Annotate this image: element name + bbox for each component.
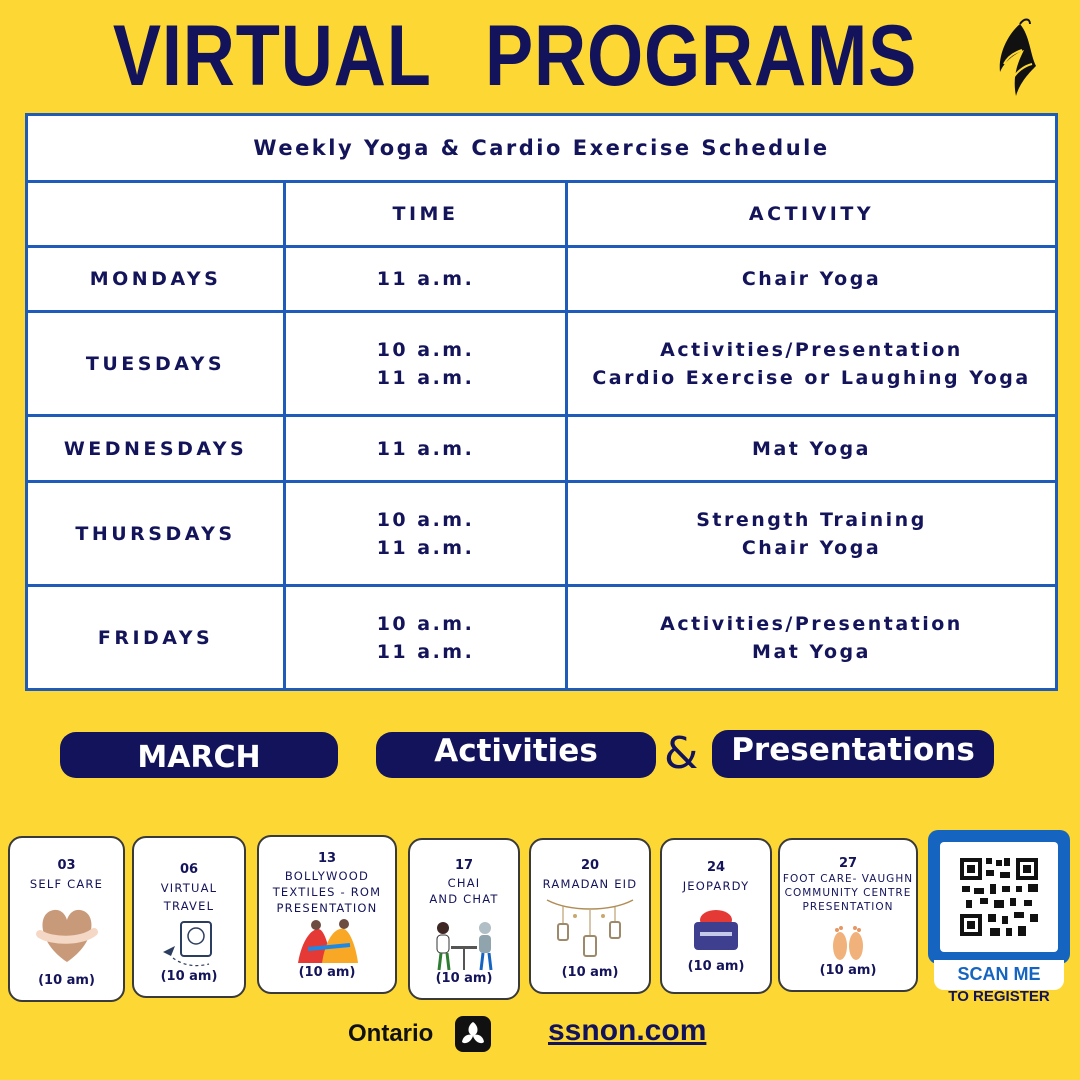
month-pill: MARCH <box>60 732 338 778</box>
event-title: PRESENTATION <box>276 901 378 915</box>
event-card[interactable] <box>8 836 125 1002</box>
header-day <box>27 182 285 247</box>
qr-code-icon[interactable] <box>940 842 1058 952</box>
people-chatting-icon <box>427 918 501 972</box>
qr-code-panel[interactable] <box>928 830 1070 964</box>
page-title: VIRTUAL PROGRAMS <box>112 8 918 104</box>
time-cell: 10 a.m. 11 a.m. <box>285 312 567 416</box>
event-title: SELF CARE <box>29 877 104 891</box>
event-title: CHAI <box>447 876 481 890</box>
table-row <box>27 586 1057 690</box>
event-time: (10 am) <box>561 965 619 980</box>
event-time: (10 am) <box>819 963 877 978</box>
event-title: RAMADAN EID <box>542 877 638 891</box>
header-time: TIME <box>285 182 567 247</box>
event-time: (10 am) <box>160 969 218 984</box>
activity-cell: Activities/Presentation Cardio Exercise or Laughing Yoga <box>567 312 1057 416</box>
schedule-caption: Weekly Yoga & Cardio Exercise Schedule <box>27 115 1057 182</box>
event-title: BOLLYWOOD <box>284 869 370 883</box>
event-card[interactable] <box>408 838 520 1000</box>
table-row <box>27 482 1057 586</box>
event-date: 03 <box>57 858 76 873</box>
feet-icon <box>828 922 868 962</box>
event-card[interactable] <box>257 835 397 994</box>
butterfly-icon <box>990 14 1042 104</box>
event-title: TRAVEL <box>163 899 215 913</box>
website-link[interactable]: ssnon.com <box>548 1014 707 1047</box>
event-date: 13 <box>317 851 337 866</box>
event-time: (10 am) <box>435 971 493 986</box>
event-card[interactable] <box>132 836 246 998</box>
table-row <box>27 416 1057 482</box>
time-cell: 10 a.m. 11 a.m. <box>285 482 567 586</box>
day-cell: WEDNESDAYS <box>27 416 285 482</box>
day-cell: FRIDAYS <box>27 586 285 690</box>
ontario-wordmark: Ontario <box>348 1020 434 1047</box>
presentations-pill: Presentations <box>712 730 994 778</box>
event-title: VIRTUAL <box>160 881 218 895</box>
day-cell: THURSDAYS <box>27 482 285 586</box>
event-title: AND CHAT <box>429 892 499 906</box>
trillium-icon <box>455 1016 491 1052</box>
event-title: JEOPARDY <box>682 879 750 893</box>
event-date: 06 <box>179 862 199 877</box>
buzzer-icon <box>688 904 744 954</box>
ampersand: & <box>664 728 699 779</box>
event-title: COMMUNITY CENTRE <box>784 887 912 899</box>
lanterns-icon <box>545 894 635 964</box>
passport-plane-icon <box>159 918 219 970</box>
event-card[interactable] <box>660 838 772 994</box>
event-card[interactable] <box>778 838 918 992</box>
activity-cell: Chair Yoga <box>567 247 1057 312</box>
event-date: 20 <box>580 858 600 873</box>
heart-hug-icon <box>32 902 102 966</box>
time-cell: 11 a.m. <box>285 247 567 312</box>
header-activity: ACTIVITY <box>567 182 1057 247</box>
table-row <box>27 312 1057 416</box>
time-cell: 11 a.m. <box>285 416 567 482</box>
dancers-icon <box>292 919 362 963</box>
activities-pill: Activities <box>376 732 656 778</box>
day-cell: TUESDAYS <box>27 312 285 416</box>
scan-me-label: SCAN ME <box>957 964 1041 984</box>
event-time: (10 am) <box>298 965 356 980</box>
event-time: (10 am) <box>38 973 95 988</box>
event-title: TEXTILES - ROM <box>272 885 382 899</box>
activity-cell: Activities/Presentation Mat Yoga <box>567 586 1057 690</box>
schedule-table <box>25 113 1058 691</box>
day-cell: MONDAYS <box>27 247 285 312</box>
event-title: PRESENTATION <box>802 901 894 913</box>
event-title: FOOT CARE- VAUGHN <box>782 873 914 885</box>
event-date: 24 <box>706 860 726 875</box>
activity-cell: Mat Yoga <box>567 416 1057 482</box>
event-date: 17 <box>454 858 474 873</box>
event-time: (10 am) <box>687 959 745 974</box>
to-register-label: TO REGISTER <box>948 988 1050 1005</box>
table-row <box>27 247 1057 312</box>
event-card[interactable] <box>529 838 651 994</box>
event-date: 27 <box>838 856 858 871</box>
activity-cell: Strength Training Chair Yoga <box>567 482 1057 586</box>
time-cell: 10 a.m. 11 a.m. <box>285 586 567 690</box>
